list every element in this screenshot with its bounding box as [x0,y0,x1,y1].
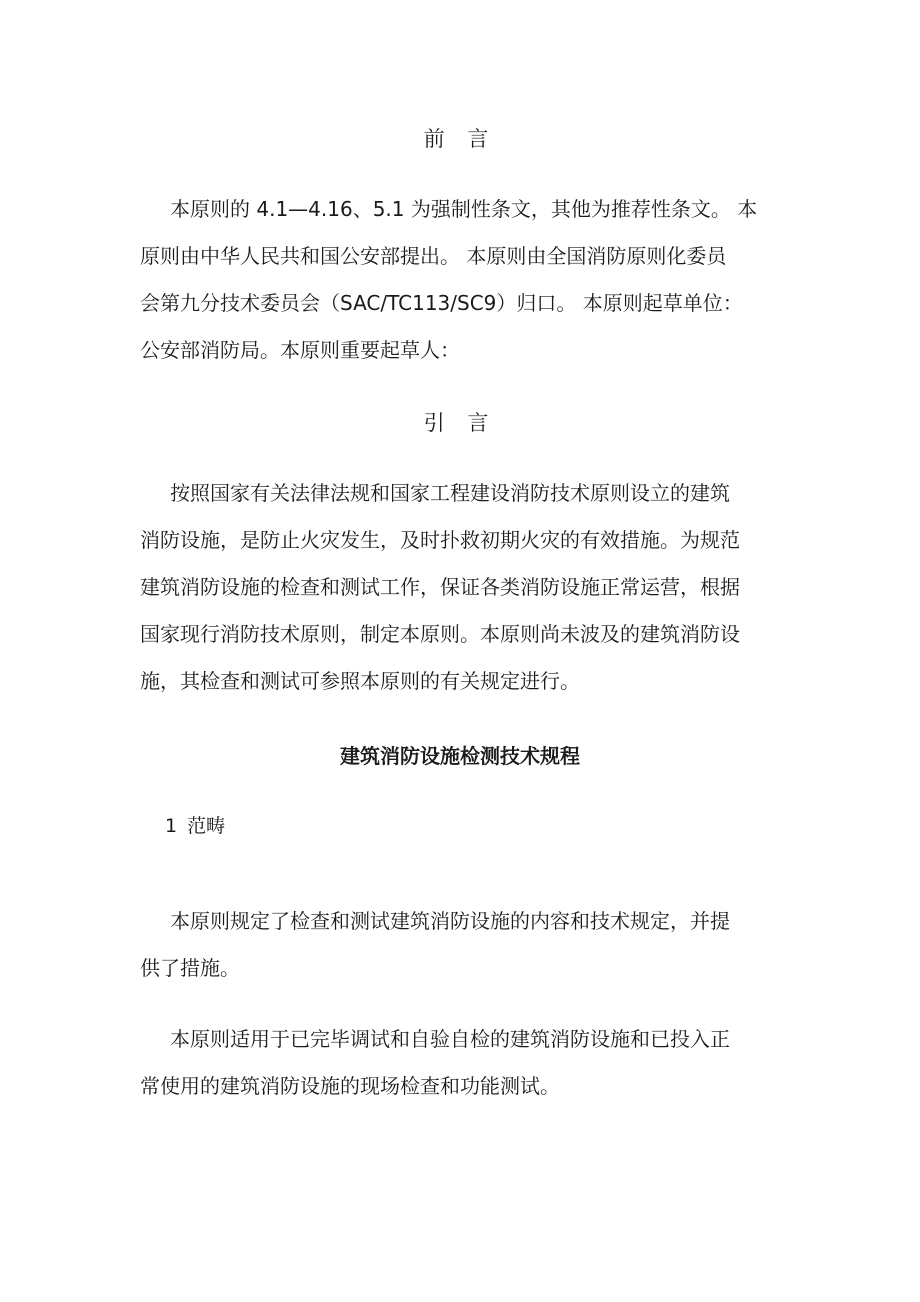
scope-line: 常使用的建筑消防设施的现场检查和功能测试。 [140,1074,560,1098]
foreword-line: 原则由中华人民共和国公安部提出。 本原则由全国消防原则化委员 [140,244,727,268]
foreword-paragraph [140,186,780,374]
introduction-line: 国家现行消防技术原则，制定本原则。本原则尚未波及的建筑消防设 [140,622,740,646]
introduction-line: 施，其检查和测试可参照本原则的有关规定进行。 [140,669,580,693]
foreword-heading: 前 言 [423,127,497,151]
introduction-line: 按照国家有关法律法规和国家工程建设消防技术原则设立的建筑 [170,481,730,505]
section-heading-scope [165,811,225,841]
scope-paragraph-2 [140,1016,780,1110]
introduction-paragraph [140,470,780,705]
foreword-line: 本原则的 4.1—4.16、5.1 为强制性条文，其他为推荐性条文。 本 [170,197,758,221]
foreword-line: 公安部消防局。本原则重要起草人： [140,338,460,362]
section-number: 1 [165,815,178,837]
scope-paragraph-1 [140,898,780,992]
scope-line: 本原则适用于已完毕调试和自验自检的建筑消防设施和已投入正 [170,1027,730,1051]
introduction-line: 消防设施，是防止火灾发生，及时扑救初期火灾的有效措施。为规范 [140,528,740,552]
document-title: 建筑消防设施检测技术规程 [340,744,580,768]
introduction-line: 建筑消防设施的检查和测试工作，保证各类消防设施正常运营，根据 [140,575,740,599]
scope-line: 供了措施。 [140,956,240,980]
introduction-heading: 引 言 [423,411,497,435]
section-title: 范畴 [187,815,226,837]
foreword-line: 会第九分技术委员会（SAC/TC113/SC9）归口。 本原则起草单位： [140,291,743,315]
scope-line: 本原则规定了检查和测试建筑消防设施的内容和技术规定，并提 [170,909,730,933]
